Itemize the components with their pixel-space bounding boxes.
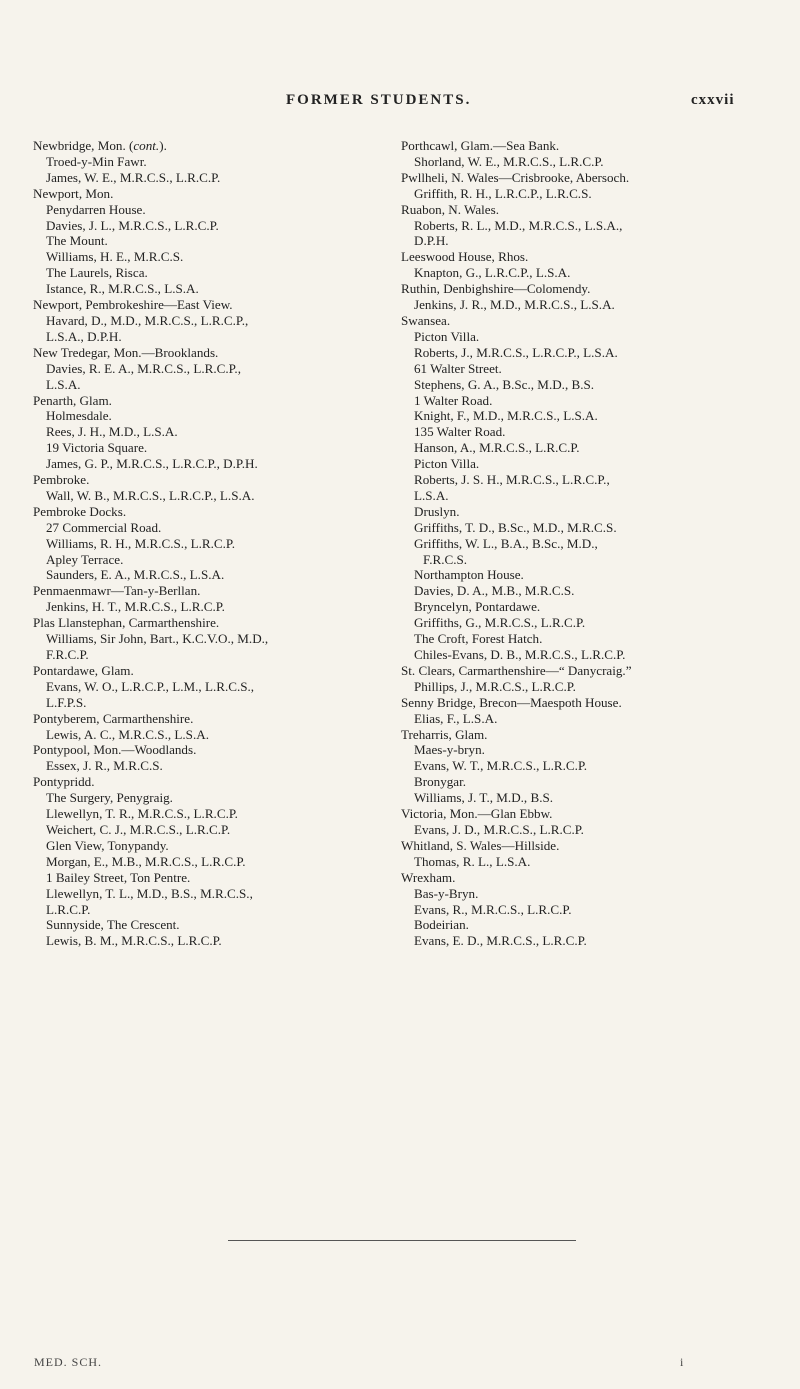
entry-line: L.S.A., D.P.H. [46, 328, 122, 344]
entry-line: Roberts, R. L., M.D., M.R.C.S., L.S.A., [414, 217, 623, 233]
entry-line: Williams, R. H., M.R.C.S., L.R.C.P. [46, 535, 236, 551]
entry-line: James, G. P., M.R.C.S., L.R.C.P., D.P.H. [46, 456, 258, 472]
place-heading: Penmaenmawr—Tan-y-Berllan. [33, 583, 201, 599]
place-heading: Pontyberem, Carmarthenshire. [33, 710, 194, 726]
place-heading: Ruabon, N. Wales. [401, 201, 499, 217]
place-heading: Pwllheli, N. Wales—Crisbrooke, Abersoch. [401, 169, 630, 185]
entry-line: Llewellyn, T. L., M.D., B.S., M.R.C.S., [46, 885, 253, 901]
entry-line: Knight, F., M.D., M.R.C.S., L.S.A. [414, 408, 598, 424]
entry-line: Jenkins, H. T., M.R.C.S., L.R.C.P. [46, 599, 225, 615]
entry-line: Evans, W. O., L.R.C.P., L.M., L.R.C.S., [46, 678, 255, 694]
entry-line: Griffiths, T. D., B.Sc., M.D., M.R.C.S. [414, 519, 617, 535]
entry-line: Bronygar. [414, 774, 467, 790]
entry-line: Evans, E. D., M.R.C.S., L.R.C.P. [414, 933, 587, 949]
entry-line: Shorland, W. E., M.R.C.S., L.R.C.P. [414, 153, 604, 169]
place-heading: Newport, Pembrokeshire—East View. [33, 297, 233, 313]
entry-line: The Laurels, Risca. [46, 265, 148, 281]
running-title: FORMER STUDENTS. [286, 92, 472, 108]
entry-line: The Surgery, Penygraig. [46, 790, 173, 806]
entry-line: Holmesdale. [46, 408, 112, 424]
entry-line: F.R.C.P. [46, 647, 89, 662]
entry-line: Picton Villa. [414, 328, 480, 344]
entry-line: James, W. E., M.R.C.S., L.R.C.P. [46, 169, 221, 185]
entry-line: Roberts, J., M.R.C.S., L.R.C.P., L.S.A. [414, 344, 618, 360]
entry-line: Evans, R., M.R.C.S., L.R.C.P. [414, 901, 572, 917]
entry-line: Evans, W. T., M.R.C.S., L.R.C.P. [414, 758, 588, 774]
entry-line: Istance, R., M.R.C.S., L.S.A. [46, 281, 199, 297]
entry-line: Phillips, J., M.R.C.S., L.R.C.P. [414, 678, 576, 694]
bottom-rule [228, 1240, 576, 1241]
entry-line: Lewis, B. M., M.R.C.S., L.R.C.P. [46, 933, 222, 949]
entry-line: The Mount. [46, 233, 108, 249]
entry-line: Griffiths, G., M.R.C.S., L.R.C.P. [414, 615, 586, 631]
entry-line: 27 Commercial Road. [46, 519, 162, 535]
entry-line: Penydarren House. [46, 201, 146, 217]
entry-line: Maes-y-bryn. [414, 742, 485, 758]
place-heading: Victoria, Mon.—Glan Ebbw. [401, 806, 553, 822]
entry-line: Williams, Sir John, Bart., K.C.V.O., M.D., [46, 631, 269, 647]
entry-line: Saunders, E. A., M.R.C.S., L.S.A. [46, 567, 225, 583]
right-column [401, 138, 763, 949]
place-heading: Swansea. [401, 312, 451, 328]
entry-line: Apley Terrace. [46, 551, 124, 567]
place-heading: Treharris, Glam. [401, 726, 488, 742]
place-heading: St. Clears, Carmarthenshire—“ Danycraig.” [401, 662, 632, 678]
running-header [0, 92, 800, 114]
place-heading: Ruthin, Denbighshire—Colomendy. [401, 281, 591, 297]
entry-line: Troed-y-Min Fawr. [46, 153, 147, 169]
entry-line: Lewis, A. C., M.R.C.S., L.S.A. [46, 726, 209, 742]
entry-line: Havard, D., M.D., M.R.C.S., L.R.C.P., [46, 312, 249, 328]
entry-line: Jenkins, J. R., M.D., M.R.C.S., L.S.A. [414, 297, 615, 313]
entry-line: Stephens, G. A., B.Sc., M.D., B.S. [414, 376, 595, 392]
place-heading: Newbridge, Mon. (cont.). [33, 138, 167, 153]
entry-line: Davies, D. A., M.B., M.R.C.S. [414, 583, 575, 599]
entry-line: Weichert, C. J., M.R.C.S., L.R.C.P. [46, 821, 231, 837]
entry-line: Picton Villa. [414, 456, 480, 472]
entry-line: Bas-y-Bryn. [414, 885, 479, 901]
entry-line: Elias, F., L.S.A. [414, 710, 498, 726]
place-heading: Newport, Mon. [33, 185, 114, 201]
page-footer [0, 1355, 800, 1373]
entry-line: 1 Bailey Street, Ton Pentre. [46, 869, 191, 885]
place-heading: Senny Bridge, Brecon—Maespoth House. [401, 694, 622, 710]
entry-line: 1 Walter Road. [414, 392, 493, 408]
entry-line: Wall, W. B., M.R.C.S., L.R.C.P., L.S.A. [46, 487, 255, 503]
signature-mark: MED. SCH. [34, 1355, 103, 1369]
entry-line: L.R.C.P. [46, 901, 91, 917]
entry-line: D.P.H. [414, 233, 449, 249]
entry-line: Essex, J. R., M.R.C.S. [46, 758, 163, 774]
entry-line: Davies, J. L., M.R.C.S., L.R.C.P. [46, 217, 219, 233]
place-heading: Whitland, S. Wales—Hillside. [401, 837, 560, 853]
entry-line: The Croft, Forest Hatch. [414, 631, 543, 647]
place-heading: Pontardawe, Glam. [33, 662, 134, 678]
entry-line: Davies, R. E. A., M.R.C.S., L.R.C.P., [46, 360, 241, 376]
entry-line: Williams, J. T., M.D., B.S. [414, 790, 554, 806]
entry-line: L.F.P.S. [46, 694, 87, 710]
entry-line: Thomas, R. L., L.S.A. [414, 853, 531, 869]
page-number: cxxvii [691, 92, 735, 108]
entry-line: Llewellyn, T. R., M.R.C.S., L.R.C.P. [46, 806, 238, 822]
entry-line: Chiles-Evans, D. B., M.R.C.S., L.R.C.P. [414, 647, 626, 662]
place-heading: Wrexham. [401, 869, 456, 885]
entry-line: Sunnyside, The Crescent. [46, 917, 180, 933]
place-heading: Porthcawl, Glam.—Sea Bank. [401, 138, 560, 153]
place-heading: Penarth, Glam. [33, 392, 112, 408]
entry-line: L.S.A. [414, 487, 449, 503]
entry-line: Druslyn. [414, 503, 460, 519]
entry-line: Northampton House. [414, 567, 524, 583]
entry-line: Hanson, A., M.R.C.S., L.R.C.P. [414, 440, 580, 456]
entry-line: 19 Victoria Square. [46, 440, 148, 456]
entry-line: Knapton, G., L.R.C.P., L.S.A. [414, 265, 571, 281]
entry-line: 61 Walter Street. [414, 360, 502, 376]
entry-line: Bryncelyn, Pontardawe. [414, 599, 541, 615]
place-heading: Pembroke. [33, 472, 90, 488]
place-heading: Pontypridd. [33, 774, 95, 790]
entry-continuation: F.R.C.S. [423, 551, 468, 567]
entry-line: Glen View, Tonypandy. [46, 837, 169, 853]
entry-line: Roberts, J. S. H., M.R.C.S., L.R.C.P., [414, 472, 610, 488]
place-heading: New Tredegar, Mon.—Brooklands. [33, 344, 219, 360]
left-column [33, 138, 388, 949]
entry-line: L.S.A. [46, 376, 81, 392]
entry-line: Rees, J. H., M.D., L.S.A. [46, 424, 178, 440]
entry-line: Bodeirian. [414, 917, 469, 933]
entry-line: Evans, J. D., M.R.C.S., L.R.C.P. [414, 821, 584, 837]
place-heading: Plas Llanstephan, Carmarthenshire. [33, 615, 220, 631]
entry-line: Morgan, E., M.B., M.R.C.S., L.R.C.P. [46, 853, 246, 869]
place-heading: Pontypool, Mon.—Woodlands. [33, 742, 197, 758]
place-heading: Leeswood House, Rhos. [401, 249, 529, 265]
entry-line: Williams, H. E., M.R.C.S. [46, 249, 184, 265]
signature-letter: i [680, 1355, 684, 1369]
entry-line: Griffiths, W. L., B.A., B.Sc., M.D., [414, 535, 598, 551]
entry-line: Griffith, R. H., L.R.C.P., L.R.C.S. [414, 185, 592, 201]
place-heading: Pembroke Docks. [33, 503, 127, 519]
entry-line: 135 Walter Road. [414, 424, 506, 440]
